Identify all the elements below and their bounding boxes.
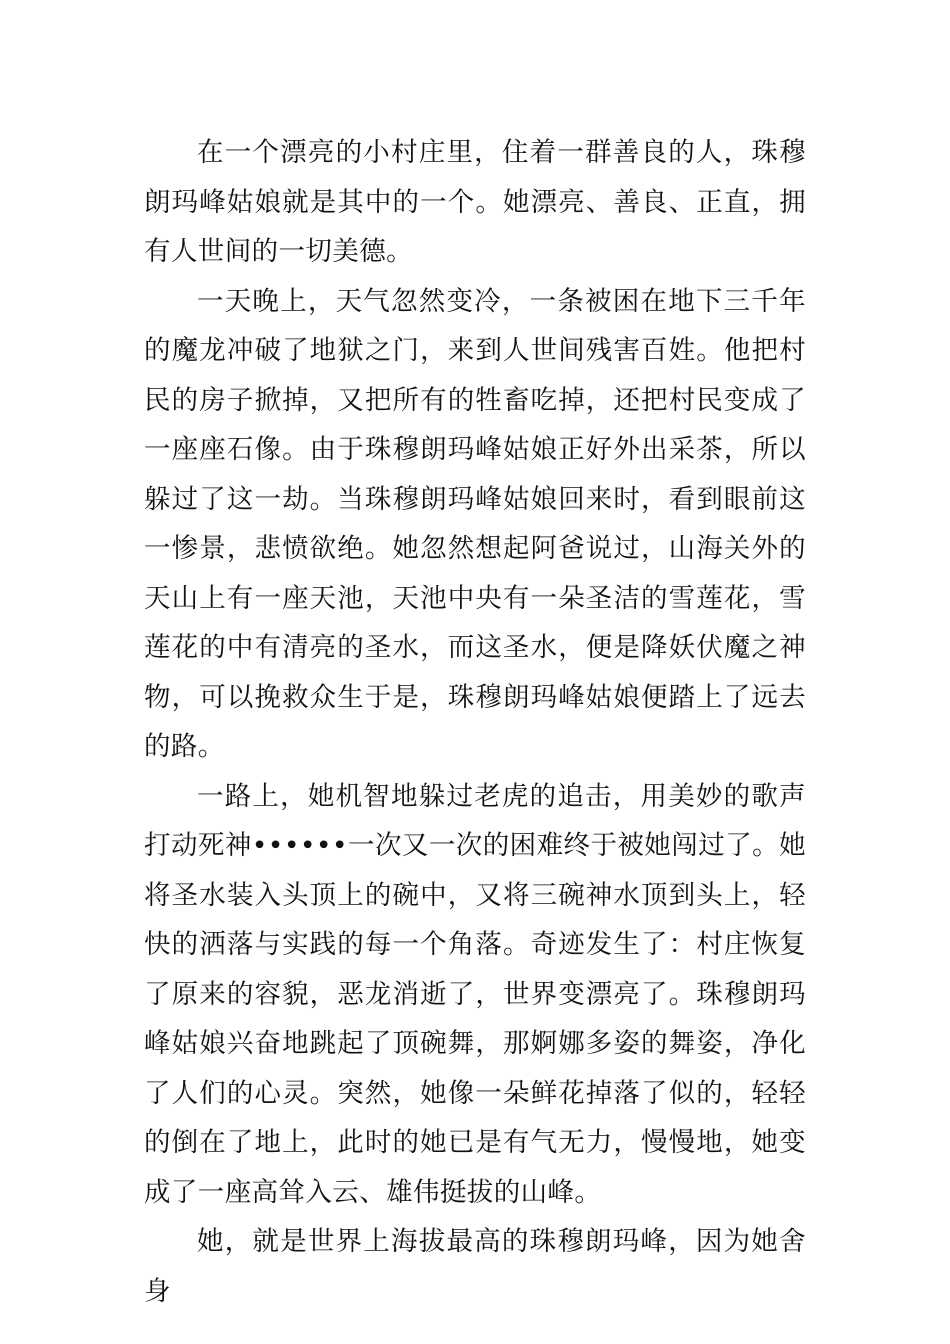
- document-body: [144, 128, 806, 1316]
- paragraph-1: 在一个漂亮的小村庄里，住着一群善良的人，珠穆朗玛峰姑娘就是其中的一个。她漂亮、善良、正直，拥有人世间的一切美德。: [144, 137, 806, 267]
- paragraph-3: 一路上，她机智地躲过老虎的追击，用美妙的歌声打动死神••••••一次又一次的困难终于被她闯过了。她将圣水装入头顶上的碗中，又将三碗神水顶到头上，轻快的洒落与实践的每一个角落。奇迹发生了：村庄恢复了原来的容貌，恶龙消逝了，世界变漂亮了。珠穆朗玛峰姑娘兴奋地跳起了顶碗舞，那婀娜多姿的舞姿，净化了人们的心灵。突然，她像一朵鲜花掉落了似的，轻轻的倒在了地上，此时的她已是有气无力，慢慢地，她变成了一座高耸入云、雄伟挺拔的山峰。: [144, 780, 806, 1208]
- paragraph-4: 她，就是世界上海拔最高的珠穆朗玛峰，因为她舍身: [144, 1226, 806, 1307]
- paragraph-2: 一天晚上，天气忽然变冷，一条被困在地下三千年的魔龙冲破了地狱之门，来到人世间残害百姓。他把村民的房子掀掉，又把所有的牲畜吃掉，还把村民变成了一座座石像。由于珠穆朗玛峰姑娘正好外出采茶，所以躲过了这一劫。当珠穆朗玛峰姑娘回来时，看到眼前这一惨景，悲愤欲绝。她忽然想起阿爸说过，山海关外的天山上有一座天池，天池中央有一朵圣洁的雪莲花，雪莲花的中有清亮的圣水，而这圣水，便是降妖伏魔之神物，可以挽救众生于是，珠穆朗玛峰姑娘便踏上了远去的路。: [144, 285, 806, 762]
